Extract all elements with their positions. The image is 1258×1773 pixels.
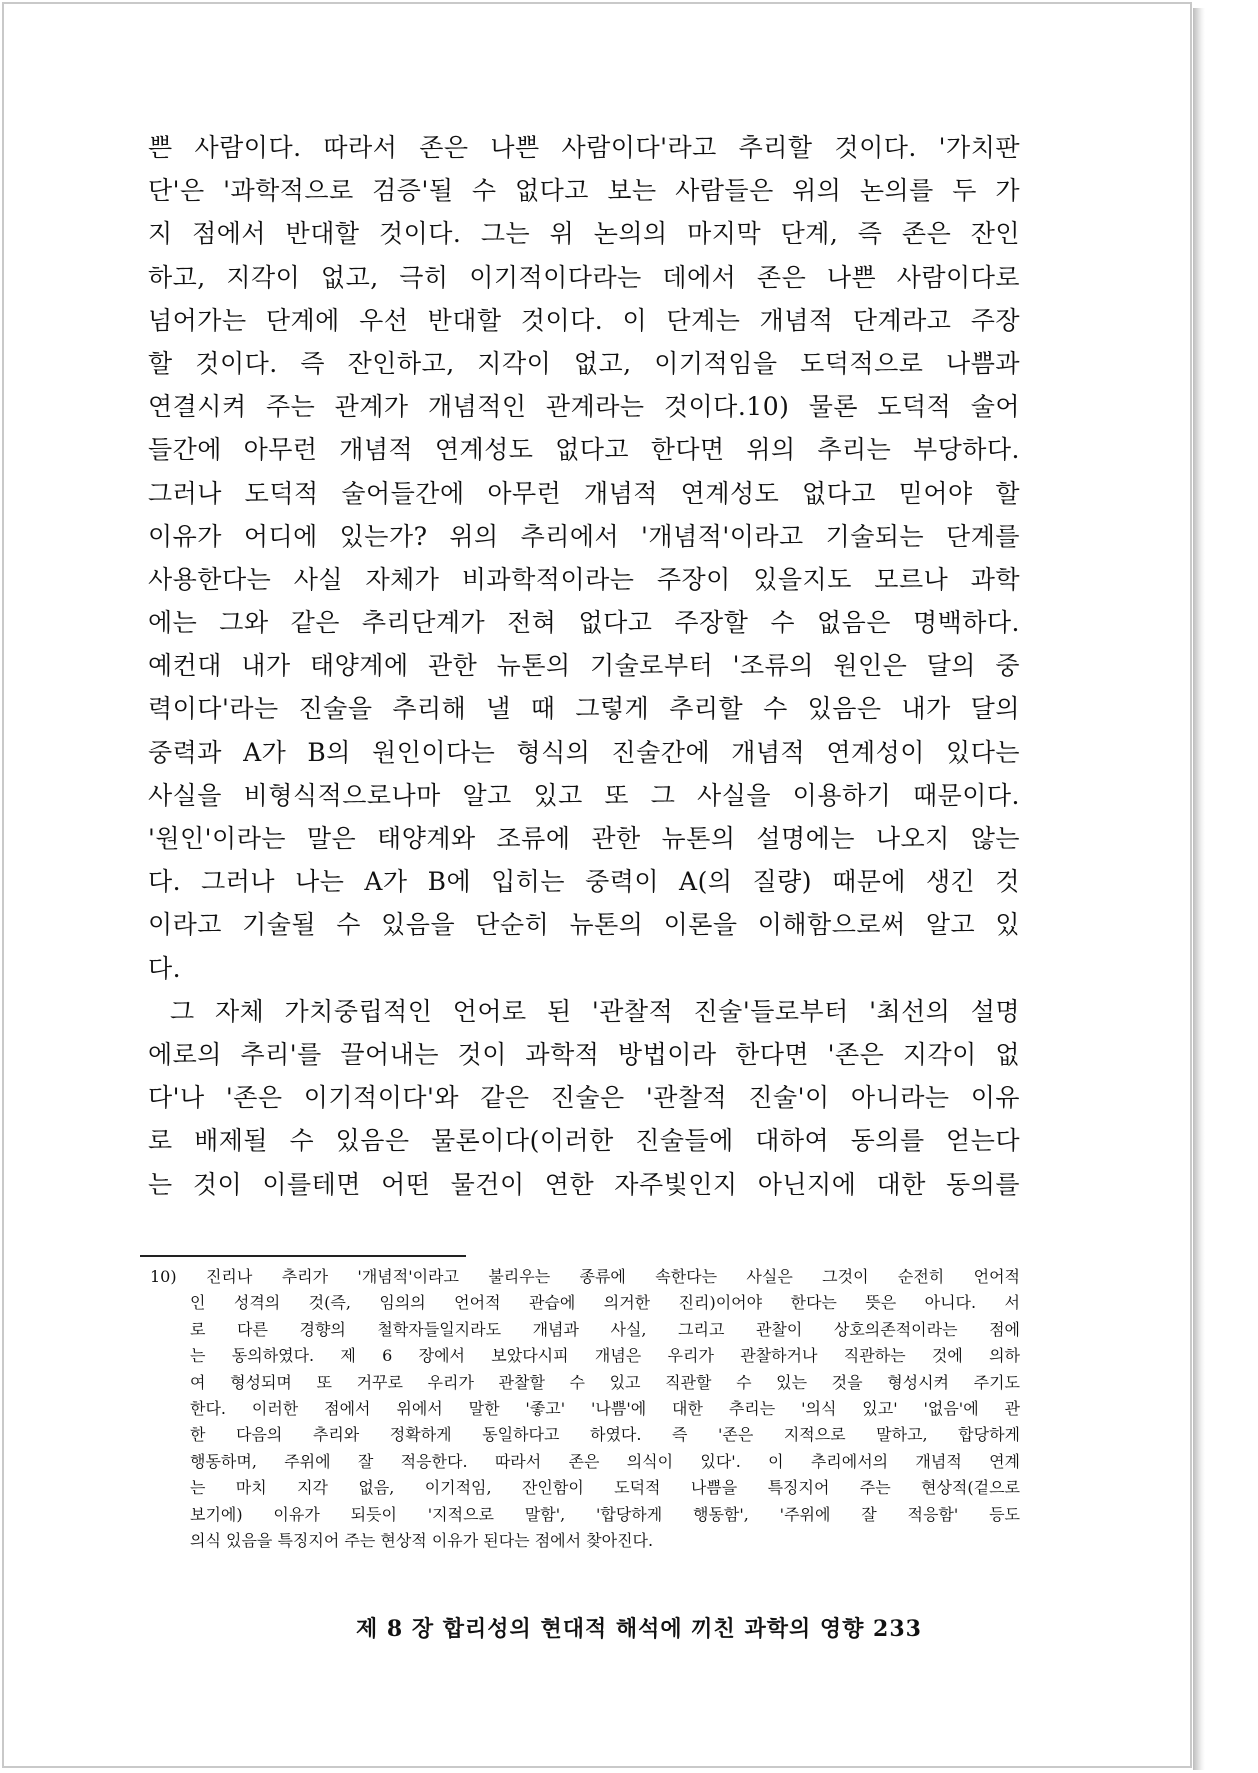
text-line: 연결시켜 주는 관계가 개념적인 관계라는 것이다.10) 물론 도덕적 술어: [148, 392, 1020, 422]
text-line: 이라고 기술될 수 있음을 단순히 뉴톤의 이론을 이해함으로써 알고 있: [148, 910, 1020, 940]
text-line: 사용한다는 사실 자체가 비과학적이라는 주장이 있을지도 모르나 과학: [148, 564, 1020, 594]
footnote-line: 로 다른 경향의 철학자들일지라도 개념과 사실, 그리고 관찰이 상호의존적이라는 점에: [190, 1319, 1020, 1339]
footnote-line: 행동하며, 주위에 잘 적응한다. 따라서 존은 의식이 있다'. 이 추리에서의 개념적 연계: [190, 1451, 1020, 1471]
text-line: 예컨대 내가 태양계에 관한 뉴톤의 기술로부터 '조류의 원인은 달의 중: [148, 651, 1020, 681]
text-line: 사실을 비형식적으로나마 알고 있고 또 그 사실을 이용하기 때문이다.: [148, 780, 1020, 810]
text-line: 단'은 '과학적으로 검증'될 수 없다고 보는 사람들은 위의 논의를 두 가: [148, 176, 1020, 206]
footnote-line: 는 동의하였다. 제 6 장에서 보았다시피 개념은 우리가 관찰하거나 직관하는 것에 의하: [190, 1346, 1020, 1366]
footnote-line: 인 성격의 것(즉, 임의의 언어적 관습에 의거한 진리)이어야 한다는 뜻은 아니다. 서: [190, 1293, 1020, 1313]
footnote-line: 한 다음의 추리와 정확하게 동일하다고 하였다. 즉 '존은 지적으로 말하고, 합당하게: [190, 1425, 1020, 1445]
text-line: 중력과 A가 B의 원인이다는 형식의 진술간에 개념적 연계성이 있다는: [148, 737, 1020, 767]
text-line: 로 배제될 수 있음은 물론이다(이러한 진술들에 대하여 동의를 얻는다: [148, 1126, 1020, 1156]
footnote-divider: [140, 1255, 466, 1257]
text-line: 다. 그러나 나는 A가 B에 입히는 중력이 A(의 질량) 때문에 생긴 것: [148, 867, 1020, 897]
text-line: 에는 그와 같은 추리단계가 전혀 없다고 주장할 수 없음은 명백하다.: [148, 608, 1020, 638]
text-line: 그러나 도덕적 술어들간에 아무런 개념적 연계성도 없다고 믿어야 할: [148, 478, 1020, 508]
page-edge-shadow: [1193, 8, 1205, 1770]
footnote-line: 보기에) 이유가 되듯이 '지적으로 말함', '합당하게 행동함', '주위에 잘 적응함' 등도: [190, 1504, 1020, 1524]
footnote-line: 10) 진리나 추리가 '개념적'이라고 불리우는 종류에 속한다는 사실은 그것이 순전히 언어적: [150, 1267, 1020, 1286]
text-line: 다'나 '존은 이기적이다'와 같은 진술은 '관찰적 진술'이 아니라는 이유: [148, 1083, 1020, 1113]
text-line: 들간에 아무런 개념적 연계성도 없다고 한다면 위의 추리는 부당하다.: [148, 435, 1020, 465]
paragraph-start-line: 그 자체 가치중립적인 언어로 된 '관찰적 진술'들로부터 '최선의 설명: [170, 996, 1020, 1026]
text-line: '원인'이라는 말은 태양계와 조류에 관한 뉴톤의 설명에는 나오지 않는: [148, 824, 1020, 853]
text-line: 에로의 추리'를 끌어내는 것이 과학적 방법이라 한다면 '존은 지각이 없: [148, 1039, 1020, 1069]
running-footer-page-number: 제 8 장 합리성의 현대적 해석에 끼친 과학의 영향 233: [356, 1616, 922, 1642]
text-line: 하고, 지각이 없고, 극히 이기적이다라는 데에서 존은 나쁜 사람이다로: [148, 262, 1020, 292]
footnote-line: 의식 있음을 특징지어 주는 현상적 이유가 된다는 점에서 찾아진다.: [190, 1530, 654, 1550]
footnote-line: 한다. 이러한 점에서 위에서 말한 '좋고' '나쁨'에 대한 추리는 '의식 있고' '없음'에 관: [190, 1398, 1020, 1418]
text-line: 이유가 어디에 있는가? 위의 추리에서 '개념적'이라고 기술되는 단계를: [148, 521, 1020, 551]
text-line: 할 것이다. 즉 잔인하고, 지각이 없고, 이기적임을 도덕적으로 나쁨과: [148, 348, 1020, 378]
text-line: 쁜 사람이다. 따라서 존은 나쁜 사람이다'라고 추리할 것이다. '가치판: [148, 133, 1020, 162]
text-line: 지 점에서 반대할 것이다. 그는 위 논의의 마지막 단계, 즉 존은 잔인: [148, 219, 1020, 249]
text-line: 넘어가는 단계에 우선 반대할 것이다. 이 단계는 개념적 단계라고 주장: [148, 305, 1020, 335]
text-line: 는 것이 이를테면 어떤 물건이 연한 자주빛인지 아닌지에 대한 동의를: [148, 1169, 1020, 1199]
text-line: 다.: [148, 953, 182, 983]
footnote-10: [150, 1264, 1020, 1554]
footnote-line: 는 마치 지각 없음, 이기적임, 잔인함이 도덕적 나쁨을 특징지어 주는 현상적(겉으로: [190, 1478, 1020, 1498]
footnote-line: 여 형성되며 또 거꾸로 우리가 관찰할 수 있고 직관할 수 있는 것을 형성시켜 주기도: [190, 1372, 1020, 1392]
text-line: 력이다'라는 진술을 추리해 낼 때 그렇게 추리할 수 있음은 내가 달의: [148, 694, 1020, 724]
main-text: [148, 126, 1020, 1206]
